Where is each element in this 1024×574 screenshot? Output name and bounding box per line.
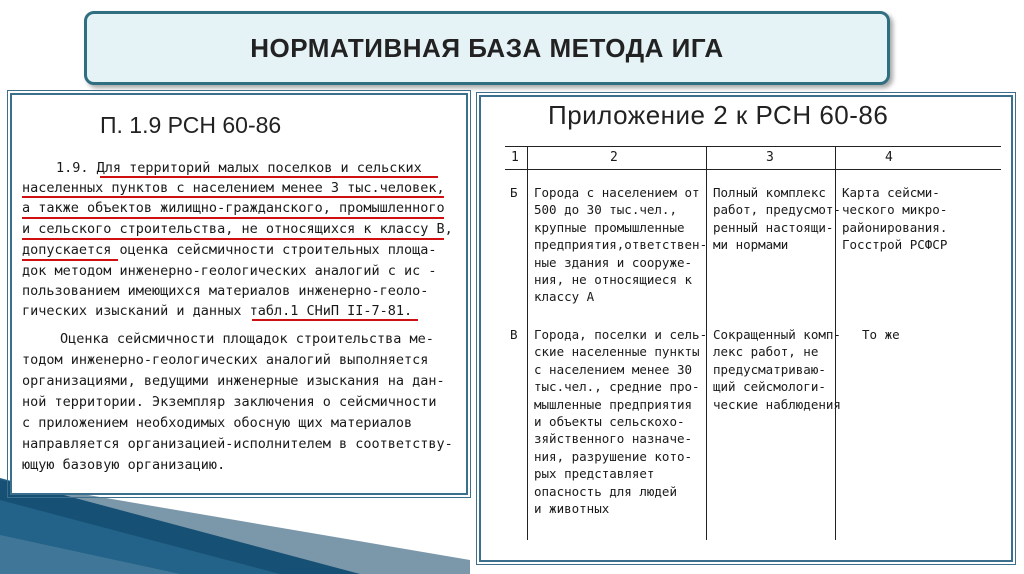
para1-line: 1.9. Для территорий малых поселков и сельских	[56, 160, 422, 176]
row-class-label: В	[510, 327, 518, 342]
column-header: 2	[610, 150, 618, 165]
para2-line: Оценка сейсмичности площадок строительства ме-	[60, 331, 434, 347]
red-underline	[22, 259, 118, 261]
column-header: 1	[511, 150, 519, 165]
right-heading: Приложение 2 к РСН 60-86	[548, 100, 889, 130]
title-banner	[84, 11, 890, 85]
para2-line: организациями, ведущими инженерные изыскания на дан-	[22, 373, 445, 389]
red-underline	[252, 319, 418, 321]
table-rule	[505, 146, 1001, 147]
red-underline	[100, 176, 438, 178]
table-cell: То же	[862, 327, 900, 342]
para1-line: допускается оценка сейсмичности строительных площа-	[22, 242, 437, 258]
para2-line: ющую базовую организацию.	[22, 457, 226, 473]
column-header: 3	[766, 150, 774, 165]
para2-line: тодом инженерно-геологических аналогий выполняется	[22, 352, 429, 368]
para2-line: направляется организацией-исполнителем в соответству-	[22, 436, 453, 452]
slide-title: НОРМАТИВНАЯ БАЗА МЕТОДА ИГА	[250, 32, 724, 63]
red-underline	[22, 196, 444, 198]
para1-line: а также объектов жилищно-гражданского, промышленного	[22, 200, 445, 216]
para1-line: населенных пунктов с населением менее 3 тыс.человек,	[22, 180, 445, 196]
para1-line: гических изысканий и данных табл.1 СНиП II-7-81.	[22, 303, 413, 319]
para1-line: и сельского строительства, не относящихся к классу В,	[22, 221, 453, 237]
para1-line: пользованием имеющихся материалов инженерно-геоло-	[22, 283, 429, 299]
row-class-label: Б	[510, 185, 518, 200]
red-underline	[22, 217, 444, 219]
table-cell: Сокращенный комп- лекс работ, не предусматриваю- щий сейсмологи- ческие наблюдения	[713, 327, 841, 412]
para2-line: с приложением необходимых обосную щих материалов	[22, 415, 413, 431]
table-cell: Города с населением от 500 до 30 тыс.чел., крупные промышленные предприятия,ответствен- ные здания и сооруже- ния, не относящиеся к классу А	[534, 185, 708, 305]
para2-line: ной территории. Экземпляр заключения о сейсмичности	[22, 394, 437, 410]
table-rule	[505, 169, 1001, 170]
table-cell: Города, поселки и сель- ские населенные пункты с населением менее 30 тыс.чел., средние про- мышленные предприятия и объекты сельскохо- зяйственного назначе- ния, разрушение кото- рых представляет опасность для людей и животных	[534, 327, 708, 517]
table-rule	[527, 146, 528, 540]
para1-line: док методом инженерно-геологических аналогий с ис -	[22, 263, 437, 279]
table-cell: Полный комплекс работ, предусмот- ренный настоящи- ми нормами	[713, 185, 841, 253]
table-cell: Карта сейсми- ческого микро- районирования. Госстрой РСФСР	[842, 185, 948, 253]
column-header: 4	[885, 150, 893, 165]
red-underline	[22, 238, 444, 240]
left-heading: П. 1.9 РСН 60-86	[100, 112, 282, 138]
